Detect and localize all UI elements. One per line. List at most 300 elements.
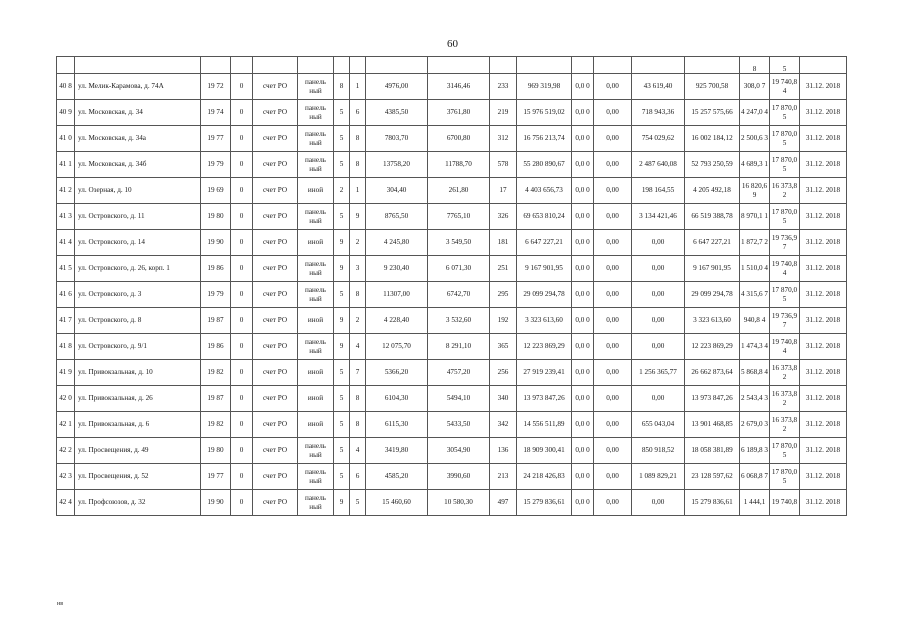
cell-deadline: 31.12. 2018 <box>800 256 847 282</box>
cell-unit-limit: 16 373,8 2 <box>770 178 800 204</box>
cell-total-cost: 29 099 294,78 <box>517 282 572 308</box>
table-row <box>57 386 847 412</box>
cell-cost-fund: 66 519 388,78 <box>685 204 740 230</box>
table-row <box>57 334 847 360</box>
cell-total-cost: 4 403 656,73 <box>517 178 572 204</box>
cell-cost-share-a: 0,0 0 <box>572 178 594 204</box>
cell-total-cost: 14 556 511,89 <box>517 412 572 438</box>
cell-cost-fund: 29 099 294,78 <box>685 282 740 308</box>
cell-account-type: счет РО <box>253 308 298 334</box>
table-row <box>57 412 847 438</box>
cell-account-type: счет РО <box>253 334 298 360</box>
cell-unit-limit: 17 870,0 5 <box>770 282 800 308</box>
cell-cost-local: 655 043,04 <box>632 412 685 438</box>
cell-wall-material: панель ный <box>298 334 334 360</box>
cell-deadline: 31.12. 2018 <box>800 282 847 308</box>
cell-zero-flag: 0 <box>231 308 253 334</box>
cell-entrances: 8 <box>350 152 366 178</box>
cell-zero-flag: 0 <box>231 438 253 464</box>
cell-residents: 497 <box>490 490 517 516</box>
cell-unit-cost: 6 068,8 7 <box>740 464 770 490</box>
cell-cost-share-a: 0,0 0 <box>572 334 594 360</box>
cell-row-number: 41 2 <box>57 178 75 204</box>
cell-unit-limit: 17 870,0 5 <box>770 152 800 178</box>
cell-address: ул. Озерная, д. 10 <box>75 178 201 204</box>
cell-cost-share-b: 0,00 <box>594 256 632 282</box>
cell-address: ул. Островского, д. 3 <box>75 282 201 308</box>
cell-living-area: 8 291,10 <box>428 334 490 360</box>
cell-account-type: счет РО <box>253 100 298 126</box>
cell-unit-limit: 17 870,0 5 <box>770 438 800 464</box>
cell-address: ул. Московская, д. 34 <box>75 100 201 126</box>
cell-zero-flag: 0 <box>231 126 253 152</box>
cell-build-year: 19 86 <box>201 334 231 360</box>
cell-total-cost: 969 319,98 <box>517 74 572 100</box>
cell-wall-material: панель ный <box>298 126 334 152</box>
cell-row-number: 42 3 <box>57 464 75 490</box>
cell-deadline: 31.12. 2018 <box>800 178 847 204</box>
cell-deadline: 31.12. 2018 <box>800 152 847 178</box>
cell-build-year: 19 80 <box>201 204 231 230</box>
cell-account-type: счет РО <box>253 360 298 386</box>
cell-living-area: 4757,20 <box>428 360 490 386</box>
cell-entrances <box>350 57 366 74</box>
cell-entrances: 2 <box>350 308 366 334</box>
cell-living-area: 11788,70 <box>428 152 490 178</box>
cell-entrances: 8 <box>350 386 366 412</box>
cell-account-type: счет РО <box>253 412 298 438</box>
cell-total-area: 6104,30 <box>366 386 428 412</box>
cell-wall-material <box>298 57 334 74</box>
cell-cost-local: 2 487 640,08 <box>632 152 685 178</box>
cell-unit-limit: 19 740,8 4 <box>770 256 800 282</box>
cell-entrances: 8 <box>350 412 366 438</box>
cell-cost-fund: 9 167 901,95 <box>685 256 740 282</box>
cell-cost-share-b <box>594 57 632 74</box>
cell-deadline: 31.12. 2018 <box>800 74 847 100</box>
cell-deadline: 31.12. 2018 <box>800 490 847 516</box>
cell-residents: 251 <box>490 256 517 282</box>
cell-living-area: 6 071,30 <box>428 256 490 282</box>
cell-floors: 5 <box>334 100 350 126</box>
table-row <box>57 100 847 126</box>
cell-cost-local: 0,00 <box>632 334 685 360</box>
cell-account-type: счет РО <box>253 152 298 178</box>
cell-cost-fund: 15 257 575,66 <box>685 100 740 126</box>
table-row <box>57 178 847 204</box>
cell-entrances: 1 <box>350 178 366 204</box>
cell-residents: 17 <box>490 178 517 204</box>
cell-build-year: 19 86 <box>201 256 231 282</box>
cell-zero-flag: 0 <box>231 178 253 204</box>
cell-total-area: 4 228,40 <box>366 308 428 334</box>
table-row <box>57 464 847 490</box>
cell-account-type: счет РО <box>253 178 298 204</box>
cell-row-number: 41 8 <box>57 334 75 360</box>
cell-unit-limit: 17 870,0 5 <box>770 100 800 126</box>
cell-zero-flag: 0 <box>231 334 253 360</box>
cell-unit-limit: 17 870,0 5 <box>770 204 800 230</box>
cell-total-cost: 18 909 300,41 <box>517 438 572 464</box>
cell-total-cost: 3 323 613,60 <box>517 308 572 334</box>
cell-residents: 365 <box>490 334 517 360</box>
cell-cost-share-a: 0,0 0 <box>572 438 594 464</box>
table-row <box>57 74 847 100</box>
cell-residents: 578 <box>490 152 517 178</box>
cell-row-number: 42 2 <box>57 438 75 464</box>
cell-unit-limit: 5 <box>770 57 800 74</box>
cell-row-number: 41 9 <box>57 360 75 386</box>
cell-cost-fund: 16 002 184,12 <box>685 126 740 152</box>
cell-unit-limit: 17 870,0 5 <box>770 464 800 490</box>
cell-residents: 192 <box>490 308 517 334</box>
cell-entrances: 4 <box>350 334 366 360</box>
cell-address: ул. Профсоюзов, д. 32 <box>75 490 201 516</box>
cell-account-type: счет РО <box>253 74 298 100</box>
cell-build-year: 19 72 <box>201 74 231 100</box>
cell-row-number: 42 0 <box>57 386 75 412</box>
cell-total-cost: 6 647 227,21 <box>517 230 572 256</box>
cell-address: ул. Островского, д. 26, корп. 1 <box>75 256 201 282</box>
cell-unit-limit: 16 373,8 2 <box>770 360 800 386</box>
cell-total-area: 9 230,40 <box>366 256 428 282</box>
cell-zero-flag: 0 <box>231 490 253 516</box>
cell-row-number: 41 7 <box>57 308 75 334</box>
cell-row-number: 41 6 <box>57 282 75 308</box>
cell-address: ул. Московская, д. 34б <box>75 152 201 178</box>
cell-cost-local: 0,00 <box>632 490 685 516</box>
cell-floors: 9 <box>334 308 350 334</box>
cell-residents: 233 <box>490 74 517 100</box>
cell-zero-flag: 0 <box>231 386 253 412</box>
cell-unit-cost: 8 <box>740 57 770 74</box>
cell-cost-share-b: 0,00 <box>594 152 632 178</box>
cell-entrances: 9 <box>350 204 366 230</box>
cell-total-area: 7803,70 <box>366 126 428 152</box>
cell-address: ул. Привокзальная, д. 6 <box>75 412 201 438</box>
cell-total-area: 4585,20 <box>366 464 428 490</box>
cell-unit-cost: 5 868,8 4 <box>740 360 770 386</box>
cell-total-area: 4385,50 <box>366 100 428 126</box>
cell-address: ул. Просвещения, д. 49 <box>75 438 201 464</box>
cell-wall-material: панель ный <box>298 282 334 308</box>
cell-row-number: 42 1 <box>57 412 75 438</box>
table-row-continuation <box>57 57 847 74</box>
cell-cost-fund: 13 901 468,85 <box>685 412 740 438</box>
cell-cost-share-a: 0,0 0 <box>572 386 594 412</box>
cell-cost-share-a: 0,0 0 <box>572 152 594 178</box>
cell-zero-flag: 0 <box>231 100 253 126</box>
cell-zero-flag: 0 <box>231 230 253 256</box>
cell-total-area: 4976,00 <box>366 74 428 100</box>
cell-row-number: 41 0 <box>57 126 75 152</box>
cell-floors: 9 <box>334 334 350 360</box>
cell-row-number: 41 1 <box>57 152 75 178</box>
cell-build-year: 19 90 <box>201 230 231 256</box>
cell-deadline: 31.12. 2018 <box>800 334 847 360</box>
cell-deadline: 31.12. 2018 <box>800 360 847 386</box>
cell-living-area: 6700,80 <box>428 126 490 152</box>
cell-deadline: 31.12. 2018 <box>800 230 847 256</box>
cell-zero-flag: 0 <box>231 256 253 282</box>
cell-residents: 136 <box>490 438 517 464</box>
cell-cost-local: 0,00 <box>632 282 685 308</box>
cell-cost-local: 0,00 <box>632 256 685 282</box>
housing-register-table <box>56 56 847 516</box>
cell-total-area: 11307,00 <box>366 282 428 308</box>
cell-row-number: 42 4 <box>57 490 75 516</box>
cell-living-area: 3054,90 <box>428 438 490 464</box>
cell-cost-local: 754 029,62 <box>632 126 685 152</box>
cell-total-cost: 9 167 901,95 <box>517 256 572 282</box>
cell-unit-limit: 19 736,9 7 <box>770 230 800 256</box>
cell-unit-cost: 4 315,6 7 <box>740 282 770 308</box>
cell-entrances: 6 <box>350 464 366 490</box>
cell-living-area: 3 532,60 <box>428 308 490 334</box>
table-row <box>57 256 847 282</box>
cell-deadline: 31.12. 2018 <box>800 126 847 152</box>
cell-cost-fund: 6 647 227,21 <box>685 230 740 256</box>
cell-build-year: 19 80 <box>201 438 231 464</box>
cell-cost-fund <box>685 57 740 74</box>
cell-deadline: 31.12. 2018 <box>800 100 847 126</box>
cell-living-area: 7765,10 <box>428 204 490 230</box>
cell-unit-limit: 19 740,8 <box>770 490 800 516</box>
cell-living-area: 3990,60 <box>428 464 490 490</box>
cell-total-cost: 15 976 519,02 <box>517 100 572 126</box>
cell-account-type: счет РО <box>253 230 298 256</box>
cell-floors: 5 <box>334 464 350 490</box>
cell-living-area: 3761,80 <box>428 100 490 126</box>
cell-wall-material: панель ный <box>298 152 334 178</box>
cell-cost-fund: 925 700,58 <box>685 74 740 100</box>
cell-residents <box>490 57 517 74</box>
cell-cost-share-b: 0,00 <box>594 100 632 126</box>
cell-build-year: 19 77 <box>201 126 231 152</box>
table-row <box>57 308 847 334</box>
footer-mark: нв <box>57 601 64 607</box>
cell-account-type <box>253 57 298 74</box>
cell-residents: 181 <box>490 230 517 256</box>
table-row <box>57 230 847 256</box>
cell-cost-share-a <box>572 57 594 74</box>
cell-wall-material: иной <box>298 308 334 334</box>
cell-address: ул. Островского, д. 11 <box>75 204 201 230</box>
table-row <box>57 490 847 516</box>
cell-total-cost: 69 653 810,24 <box>517 204 572 230</box>
cell-residents: 256 <box>490 360 517 386</box>
cell-unit-cost: 1 474,3 4 <box>740 334 770 360</box>
cell-build-year: 19 77 <box>201 464 231 490</box>
cell-entrances: 5 <box>350 490 366 516</box>
cell-unit-cost: 1 510,0 4 <box>740 256 770 282</box>
cell-cost-local: 718 943,36 <box>632 100 685 126</box>
cell-total-area: 15 460,60 <box>366 490 428 516</box>
cell-cost-local: 3 134 421,46 <box>632 204 685 230</box>
cell-unit-cost: 2 679,0 3 <box>740 412 770 438</box>
cell-wall-material: панель ный <box>298 490 334 516</box>
cell-total-cost: 27 919 239,41 <box>517 360 572 386</box>
cell-floors: 2 <box>334 178 350 204</box>
cell-wall-material: иной <box>298 412 334 438</box>
cell-total-cost: 16 756 213,74 <box>517 126 572 152</box>
cell-total-area: 3419,80 <box>366 438 428 464</box>
cell-build-year: 19 90 <box>201 490 231 516</box>
cell-unit-limit: 16 373,8 2 <box>770 386 800 412</box>
cell-living-area: 261,80 <box>428 178 490 204</box>
cell-address: ул. Островского, д. 14 <box>75 230 201 256</box>
cell-floors: 5 <box>334 360 350 386</box>
cell-cost-fund: 15 279 836,61 <box>685 490 740 516</box>
cell-wall-material: панель ный <box>298 256 334 282</box>
cell-unit-limit: 19 740,8 4 <box>770 74 800 100</box>
table-row <box>57 438 847 464</box>
cell-entrances: 7 <box>350 360 366 386</box>
cell-total-area: 4 245,80 <box>366 230 428 256</box>
cell-cost-share-a: 0,0 0 <box>572 360 594 386</box>
cell-entrances: 6 <box>350 100 366 126</box>
cell-unit-cost: 4 689,3 1 <box>740 152 770 178</box>
cell-zero-flag: 0 <box>231 282 253 308</box>
cell-cost-share-b: 0,00 <box>594 178 632 204</box>
cell-cost-share-b: 0,00 <box>594 490 632 516</box>
cell-cost-share-b: 0,00 <box>594 230 632 256</box>
cell-floors: 5 <box>334 126 350 152</box>
cell-account-type: счет РО <box>253 126 298 152</box>
cell-residents: 312 <box>490 126 517 152</box>
cell-deadline: 31.12. 2018 <box>800 308 847 334</box>
cell-wall-material: панель ный <box>298 100 334 126</box>
cell-residents: 295 <box>490 282 517 308</box>
cell-total-cost: 12 223 869,29 <box>517 334 572 360</box>
cell-cost-local: 1 256 365,77 <box>632 360 685 386</box>
cell-account-type: счет РО <box>253 438 298 464</box>
cell-address: ул. Просвещения, д. 52 <box>75 464 201 490</box>
cell-cost-fund: 13 973 847,26 <box>685 386 740 412</box>
cell-cost-fund: 18 058 381,89 <box>685 438 740 464</box>
cell-deadline: 31.12. 2018 <box>800 204 847 230</box>
cell-build-year: 19 82 <box>201 360 231 386</box>
cell-wall-material: иной <box>298 360 334 386</box>
cell-unit-cost: 16 820,6 9 <box>740 178 770 204</box>
cell-wall-material: иной <box>298 230 334 256</box>
cell-cost-share-b: 0,00 <box>594 334 632 360</box>
cell-cost-local: 0,00 <box>632 308 685 334</box>
table-row <box>57 204 847 230</box>
cell-cost-share-a: 0,0 0 <box>572 282 594 308</box>
cell-living-area: 3146,46 <box>428 74 490 100</box>
cell-unit-limit: 17 870,0 5 <box>770 126 800 152</box>
cell-build-year: 19 79 <box>201 282 231 308</box>
cell-residents: 213 <box>490 464 517 490</box>
cell-floors: 5 <box>334 282 350 308</box>
cell-total-area: 12 075,70 <box>366 334 428 360</box>
cell-floors: 9 <box>334 490 350 516</box>
cell-account-type: счет РО <box>253 204 298 230</box>
cell-floors: 5 <box>334 438 350 464</box>
cell-cost-share-b: 0,00 <box>594 74 632 100</box>
cell-cost-fund: 12 223 869,29 <box>685 334 740 360</box>
cell-cost-share-a: 0,0 0 <box>572 412 594 438</box>
cell-cost-fund: 26 662 873,64 <box>685 360 740 386</box>
cell-build-year <box>201 57 231 74</box>
table-row <box>57 126 847 152</box>
page-number: 60 <box>447 38 458 50</box>
cell-account-type: счет РО <box>253 386 298 412</box>
cell-wall-material: панель ный <box>298 204 334 230</box>
cell-total-cost: 13 973 847,26 <box>517 386 572 412</box>
table-body <box>57 57 847 516</box>
cell-account-type: счет РО <box>253 282 298 308</box>
cell-cost-share-a: 0,0 0 <box>572 490 594 516</box>
cell-row-number: 40 8 <box>57 74 75 100</box>
cell-address <box>75 57 201 74</box>
cell-living-area: 5494,10 <box>428 386 490 412</box>
cell-entrances: 1 <box>350 74 366 100</box>
cell-zero-flag: 0 <box>231 204 253 230</box>
cell-address: ул. Островского, д. 9/1 <box>75 334 201 360</box>
cell-row-number: 41 5 <box>57 256 75 282</box>
cell-address: ул. Московская, д. 34а <box>75 126 201 152</box>
cell-cost-share-b: 0,00 <box>594 412 632 438</box>
cell-unit-cost: 1 444,1 <box>740 490 770 516</box>
cell-deadline: 31.12. 2018 <box>800 412 847 438</box>
cell-build-year: 19 74 <box>201 100 231 126</box>
cell-total-cost: 55 280 890,67 <box>517 152 572 178</box>
cell-cost-local: 198 164,55 <box>632 178 685 204</box>
cell-unit-cost: 6 189,8 3 <box>740 438 770 464</box>
cell-wall-material: иной <box>298 386 334 412</box>
cell-build-year: 19 79 <box>201 152 231 178</box>
cell-entrances: 8 <box>350 282 366 308</box>
cell-zero-flag: 0 <box>231 360 253 386</box>
cell-living-area <box>428 57 490 74</box>
cell-cost-fund: 23 128 597,62 <box>685 464 740 490</box>
cell-cost-share-a: 0,0 0 <box>572 74 594 100</box>
cell-wall-material: панель ный <box>298 464 334 490</box>
cell-zero-flag: 0 <box>231 464 253 490</box>
cell-deadline <box>800 57 847 74</box>
cell-account-type: счет РО <box>253 464 298 490</box>
cell-cost-share-b: 0,00 <box>594 282 632 308</box>
cell-zero-flag: 0 <box>231 74 253 100</box>
cell-cost-share-a: 0,0 0 <box>572 230 594 256</box>
cell-unit-cost: 1 872,7 2 <box>740 230 770 256</box>
cell-living-area: 5433,50 <box>428 412 490 438</box>
table-row <box>57 360 847 386</box>
cell-unit-limit: 19 740,8 4 <box>770 334 800 360</box>
cell-wall-material: иной <box>298 178 334 204</box>
cell-build-year: 19 87 <box>201 308 231 334</box>
cell-build-year: 19 87 <box>201 386 231 412</box>
cell-build-year: 19 82 <box>201 412 231 438</box>
cell-cost-share-a: 0,0 0 <box>572 464 594 490</box>
cell-cost-share-a: 0,0 0 <box>572 126 594 152</box>
cell-floors: 5 <box>334 412 350 438</box>
cell-zero-flag: 0 <box>231 152 253 178</box>
cell-floors <box>334 57 350 74</box>
cell-total-area: 13758,20 <box>366 152 428 178</box>
cell-total-area: 304,40 <box>366 178 428 204</box>
cell-floors: 9 <box>334 230 350 256</box>
cell-zero-flag <box>231 57 253 74</box>
cell-floors: 5 <box>334 386 350 412</box>
cell-cost-share-b: 0,00 <box>594 126 632 152</box>
cell-entrances: 3 <box>350 256 366 282</box>
cell-wall-material: панель ный <box>298 438 334 464</box>
cell-cost-share-a: 0,0 0 <box>572 256 594 282</box>
cell-living-area: 3 549,50 <box>428 230 490 256</box>
